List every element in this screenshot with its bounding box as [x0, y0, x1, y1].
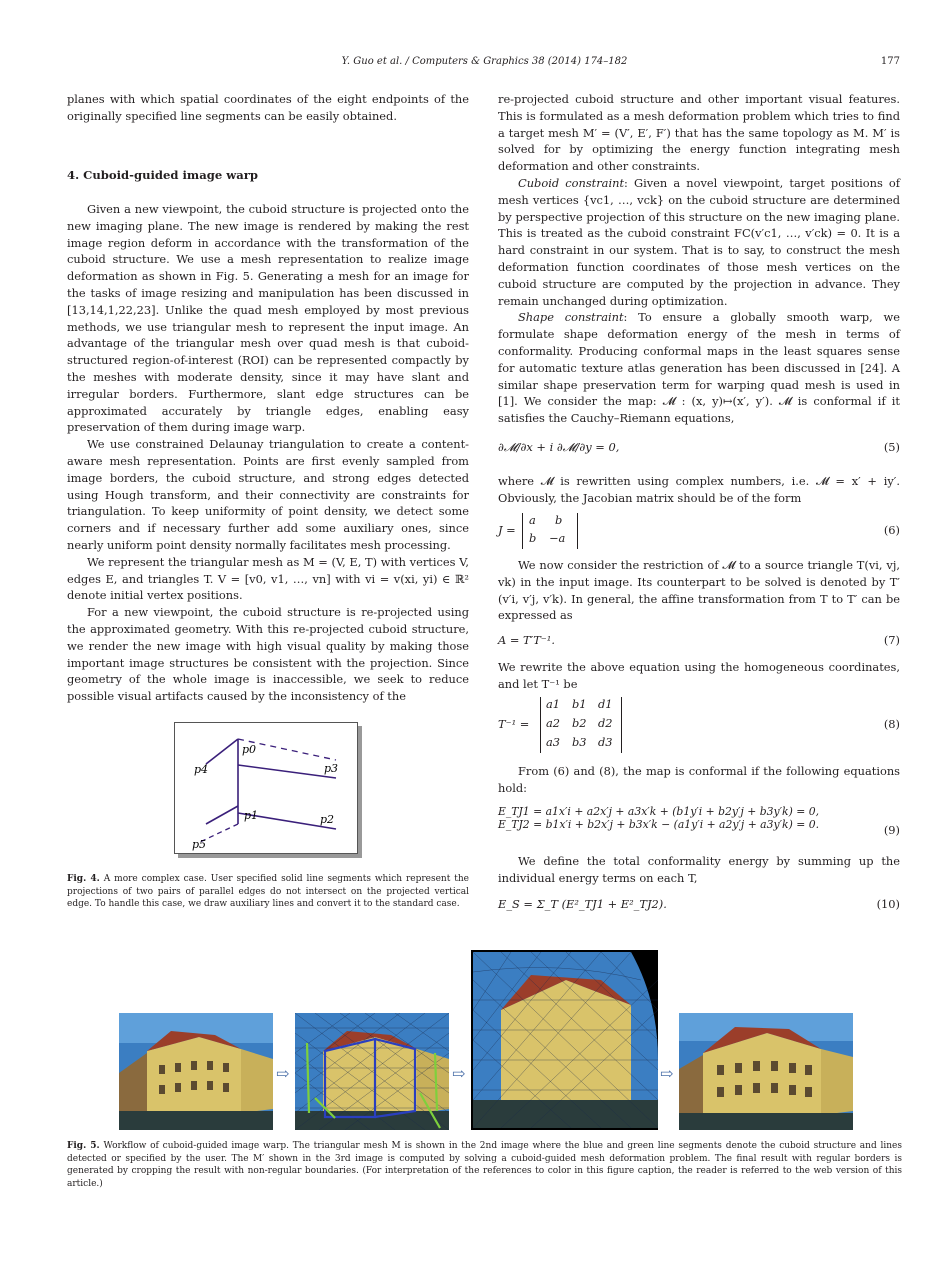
- equation-8-number: (8): [883, 717, 900, 731]
- jacobian-text: where 𝓜 is rewritten using complex numbers, i.e. 𝓜 = x′ + iy′. Obviously, the Jacobian matrix should be of the form: [498, 474, 900, 505]
- right-paragraph-jacobian: [498, 473, 900, 507]
- figure-4-caption: [67, 873, 469, 911]
- equation-5: [498, 440, 900, 460]
- figure-5-caption-label: Fig. 5.: [67, 1141, 100, 1151]
- equation-10-number: (10): [876, 897, 900, 911]
- page-number: 177: [880, 56, 900, 67]
- equation-9-line-1: E_TJ1 = a1x′i + a2x′j + a3x′k + (b1y′i + b2y′j + b3y′k) = 0,: [498, 805, 820, 818]
- left-body: [67, 201, 469, 705]
- right-paragraph-cuboid: [498, 175, 900, 309]
- running-header: [67, 56, 902, 72]
- homogeneous-text: We rewrite the above equation using the homogeneous coordinates, and let T⁻¹ be: [498, 660, 900, 691]
- right-paragraph-1: re-projected cuboid structure and other important visual features. This is formulated as a mesh deformation problem which tries to find a target mesh M′ = (V′, E′, F′) that has the same topology as M. M′ is solved for by optimizing the energy function integrating mesh deformation and other constraints.: [498, 92, 900, 174]
- paragraph-1: Given a new viewpoint, the cuboid structure is projected onto the new imaging plane. The new image is rendered by making the rest image region deform in accordance with the transformation of the cuboid structure. We use a mesh representation to realize image deformation as shown in Fig. 5. Generating a mesh for an image for the tasks of image resizing and manipulation has been discussed in [13,14,1,22,23]. Unlike the quad mesh employed by most previous methods, we use triangular mesh to represent the input image. An advantage of the triangular mesh over quad mesh is that cuboid-structured region-of-interest (ROI) can be represented compactly by the meshes with moderate density, since it may have slant and irregular borders. Furthermore, slant edge structures can be approximated accurately by triangle edges, enabling easy preservation of them during image warp.: [67, 202, 469, 435]
- section-title: 4. Cuboid-guided image warp: [67, 168, 258, 182]
- fig5-arrow-3: ⇨: [660, 1064, 674, 1083]
- figure-5-caption: [67, 1140, 902, 1190]
- equation-9-number: (9): [883, 823, 900, 837]
- equation-5-body: ∂𝓜/∂x + i ∂𝓜/∂y = 0,: [498, 440, 620, 454]
- paragraph-4: For a new viewpoint, the cuboid structure is re-projected using the approximated geometry. With this re-projected cuboid structure, we render the new image with high visual quality by making those important image structures be consistent with the projection. Since geometry of the whole image is inaccessible, we seek to reduce possible visual artifacts caused by the inconsistency of the: [67, 605, 469, 704]
- fig5-arrow-1: ⇨: [276, 1064, 290, 1083]
- equation-7: [498, 633, 900, 651]
- label-p1: p1: [244, 809, 259, 822]
- jacobian-matrix: a b b −a: [522, 513, 578, 549]
- cuboid-constraint-heading: Cuboid constraint: [518, 175, 625, 190]
- equation-9: [498, 805, 900, 841]
- equation-8-lhs: T⁻¹ =: [498, 717, 530, 731]
- figure-5-caption-text: Workflow of cuboid-guided image warp. The triangular mesh M is shown in the 2nd image where the blue and green line segments denote the cuboid structure and lines detected or specified by the user. The M′ shown in the 3rd image is computed by solving a cuboid-guided mesh deformation problem. The final result with regular borders is generated by cropping the result with non-regular boundaries. (For interpretation of the references to color in this figure caption, the reader is referred to the web version of this article.): [67, 1141, 902, 1189]
- equation-6-lhs: J =: [498, 523, 516, 537]
- equation-8: [498, 697, 900, 753]
- energy-text: We define the total conformality energy by summing up the individual energy terms on each T,: [498, 854, 900, 885]
- paragraph-2: We use constrained Delaunay triangulation to create a content-aware mesh representation. Points are first evenly sampled from image borders, the cuboid structure, and strong edges detected using Hough transform, and their connectivity are constraints for triangulation. To keep uniformity of point density, we detect some corners and if necessary further add some auxiliary ones, since nearly uniform point density normally facilitates mesh processing.: [67, 437, 469, 552]
- label-p2: p2: [320, 813, 335, 826]
- equation-5-number: (5): [883, 440, 900, 454]
- equation-6-number: (6): [883, 523, 900, 537]
- fig5-input-photo: [119, 1013, 273, 1130]
- label-p4: p4: [194, 763, 209, 776]
- equation-7-number: (7): [883, 633, 900, 647]
- fig5-deformed-mesh-photo: [471, 950, 658, 1130]
- right-paragraph-conformal: [498, 763, 900, 797]
- conformal-text: From (6) and (8), the map is conformal if the following equations hold:: [498, 764, 900, 795]
- fig5-mesh-photo: [295, 1013, 449, 1130]
- left-column: [67, 91, 469, 125]
- equation-10-body: E_S = Σ_T (E²_TJ1 + E²_TJ2).: [498, 897, 667, 911]
- intro-paragraph: planes with which spatial coordinates of the eight endpoints of the originally specified line segments can be easily obtained.: [67, 92, 469, 123]
- running-title: Y. Guo et al. / Computers & Graphics 38 (2014) 174–182: [341, 56, 628, 67]
- figure-4-caption-label: Fig. 4.: [67, 874, 100, 884]
- right-paragraph-energy: [498, 853, 900, 887]
- figure-4-caption-text: A more complex case. User specified solid line segments which represent the projections of two pairs of parallel edges do not intersect on the projected vertical edge. To handle this case, we draw auxiliary lines and convert it to the standard case.: [67, 874, 469, 910]
- equation-10: [498, 897, 900, 917]
- label-p0: p0: [242, 743, 257, 756]
- inverse-matrix: a1 b1 d1 a2 b2 d2 a3 b3 d3: [540, 697, 622, 753]
- fig5-arrow-2: ⇨: [452, 1064, 466, 1083]
- label-p5: p5: [192, 838, 207, 851]
- equation-7-body: A = T′T⁻¹.: [498, 633, 555, 647]
- shape-constraint-heading: Shape constraint: [518, 310, 624, 325]
- right-paragraph-homogeneous: [498, 659, 900, 693]
- fig5-result-photo: [679, 1013, 853, 1130]
- paragraph-3: We represent the triangular mesh as M = (V, E, T) with vertices V, edges E, and triangles T. V = [v0, v1, …, vn] with vi = v(xi, yi) ∈ ℝ² denote initial vertex positions.: [67, 554, 469, 603]
- equation-6: [498, 513, 900, 549]
- figure-4-diagram: [174, 722, 362, 858]
- right-paragraph-shape: [498, 309, 900, 427]
- right-paragraph-triangle: [498, 557, 900, 624]
- right-column-top: [498, 91, 900, 427]
- shape-constraint-text: : To ensure a globally smooth warp, we formulate shape deformation energy of the mesh in terms of conformality. Producing conformal maps in the least squares sense for automatic texture atlas generation has been discussed in [24]. A similar shape preservation term for warping quad mesh is used in [1]. We consider the map: 𝓜 : (x, y)↦(x′, y′). 𝓜 is conformal if it satisfies the Cauchy–Riemann equations,: [498, 310, 900, 426]
- equation-9-line-2: E_TJ2 = b1x′i + b2x′j + b3x′k − (a1y′i + a2y′j + a3y′k) = 0.: [498, 818, 820, 831]
- figure-4: [174, 722, 362, 858]
- cuboid-constraint-text: : Given a novel viewpoint, target positions of mesh vertices {vc1, …, vck} on the cuboid structure are determined by perspective projection of this structure on the new imaging plane. This is treated as the cuboid constraint FC(v′c1, …, v′ck) = 0. It is a hard constraint in our system. That is to say, to construct the mesh deformation function coordinates of those mesh vertices on the cuboid structure are computed by the projection in advance. They remain unchanged during optimization.: [498, 175, 901, 308]
- triangle-text: We now consider the restriction of 𝓜 to a source triangle T(vi, vj, vk) in the input image. Its counterpart to be solved is denoted by T′(v′i, v′j, v′k). In general, the affine transformation from T to T′ can be expressed as: [498, 558, 900, 623]
- label-p3: p3: [324, 762, 339, 775]
